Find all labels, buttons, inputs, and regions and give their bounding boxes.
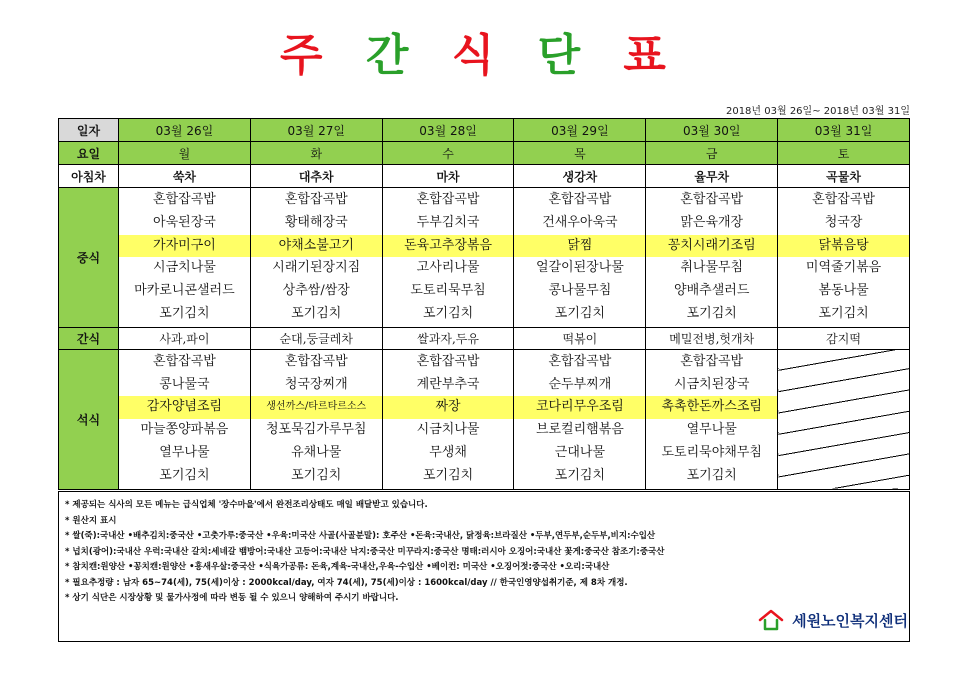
lunch-cell xyxy=(250,188,382,328)
page-title xyxy=(0,28,960,84)
dish: 황태해장국 xyxy=(284,214,348,230)
dish: 열무나물 xyxy=(686,422,737,438)
dish: 아욱된장국 xyxy=(153,214,216,230)
lunch-cell xyxy=(514,188,646,328)
main-dish: 짜장 xyxy=(383,396,514,419)
dish: 봄동나물 xyxy=(818,283,869,299)
dinner-row xyxy=(59,349,910,489)
dish: 혼합잡곡밥 xyxy=(284,353,348,369)
dish: 열무나물 xyxy=(159,444,210,460)
note-line: * 참치캔:원양산 •꽁치캔:원양산 •흥새우살:중국산 •식육가공류: 돈육,계육-국내산,우육-수입산 •베이컨: 미국산 •오징어젓:중국산 •오리:국내산 xyxy=(65,562,610,572)
dish: 브로컬리햄볶음 xyxy=(535,422,624,438)
dinner-cell xyxy=(119,349,251,489)
weekday-cell: 금 xyxy=(646,142,778,165)
dish: 콩나물무침 xyxy=(548,283,612,299)
note-line: * 원산지 표시 xyxy=(65,515,117,526)
date-label: 일자 xyxy=(59,119,119,142)
title-char: 주 xyxy=(280,30,337,81)
dish: 혼합잡곡밥 xyxy=(284,192,348,207)
lunch-cell xyxy=(382,188,514,328)
main-dish: 가자미구이 xyxy=(119,235,250,258)
title-char: 단 xyxy=(537,30,595,81)
lunch-cell xyxy=(646,188,778,328)
tea-cell: 생강차 xyxy=(514,165,646,188)
date-cell: 03월 28일 xyxy=(382,119,514,142)
lunch-row xyxy=(59,188,910,328)
date-row xyxy=(59,119,910,142)
tea-cell: 대추차 xyxy=(250,165,382,188)
dish: 청국장찌개 xyxy=(284,376,348,392)
dish: 상추쌈/쌈장 xyxy=(282,283,350,299)
snack-cell: 쌀과자,두유 xyxy=(382,327,514,349)
dish: 시금치나물 xyxy=(153,260,216,276)
dinner-cell xyxy=(250,349,382,489)
dish: 양배추샐러드 xyxy=(674,283,750,299)
main-dish: 코다리무우조림 xyxy=(514,396,645,419)
dish: 근대나물 xyxy=(554,444,606,460)
note-line: * 제공되는 식사의 모든 메뉴는 급식업체 '장수마을'에서 완전조리상태도 매일 배달받고 있습니다. xyxy=(65,500,428,510)
weekly-menu-table xyxy=(58,118,910,490)
dish: 혼합잡곡밥 xyxy=(680,353,744,369)
dish: 포기김치 xyxy=(159,305,210,321)
date-cell: 03월 30일 xyxy=(646,119,778,142)
dish: 도토리묵무침 xyxy=(410,283,486,299)
weekday-cell: 월 xyxy=(119,142,251,165)
dish: 포기김치 xyxy=(686,305,737,321)
dish: 얼갈이된장나물 xyxy=(535,260,624,276)
snack-cell: 순대,둥글레차 xyxy=(250,327,382,349)
dish: 시금치나물 xyxy=(416,422,480,438)
title-char: 표 xyxy=(623,30,680,81)
dish: 청국장 xyxy=(824,214,863,230)
dish: 포기김치 xyxy=(422,467,474,483)
weekday-cell: 화 xyxy=(250,142,382,165)
tea-cell: 쑥차 xyxy=(119,165,251,188)
dish: 맑은육개장 xyxy=(680,214,744,230)
dish: 콩나물국 xyxy=(159,376,210,392)
snack-label: 간식 xyxy=(59,327,119,349)
dish: 순두부찌개 xyxy=(548,376,612,392)
tea-row xyxy=(59,165,910,188)
snack-row xyxy=(59,327,910,349)
date-cell: 03월 31일 xyxy=(778,119,910,142)
dish: 취나물무침 xyxy=(680,260,744,276)
dish: 미역줄기볶음 xyxy=(805,260,882,276)
note-line: * 필요추정량 : 남자 65~74(세), 75(세)이상 : 2000kcal/day, 여자 74(세), 75(세)이상 : 1600kcal/day // 한국인영양섭취기준, 제 8차 개정. xyxy=(65,577,628,588)
main-dish: 생선까스/타르타르소스 xyxy=(251,396,382,419)
org-name: 세원노인복지센터 xyxy=(792,611,908,630)
weekday-cell: 목 xyxy=(514,142,646,165)
dish: 두부김치국 xyxy=(416,214,480,230)
dish: 혼합잡곡밥 xyxy=(548,192,612,207)
note-line: * 상기 식단은 시장상황 및 물가사정에 따라 변동 될 수 있으니 양해하여 주시기 바랍니다. xyxy=(65,593,399,603)
snack-cell: 감지떡 xyxy=(778,327,910,349)
title-char: 간 xyxy=(365,30,423,81)
dish: 혼합잡곡밥 xyxy=(416,353,480,369)
org-logo xyxy=(758,608,908,632)
main-dish: 야채소불고기 xyxy=(251,235,382,258)
weekday-cell: 토 xyxy=(778,142,910,165)
main-dish: 닭찜 xyxy=(514,235,645,258)
dish: 포기김치 xyxy=(554,305,606,321)
dish: 고사리나물 xyxy=(416,260,480,276)
dish: 무생채 xyxy=(429,444,467,460)
dish: 건새우아욱국 xyxy=(542,214,618,230)
lunch-cell xyxy=(119,188,251,328)
date-cell: 03월 27일 xyxy=(250,119,382,142)
dish: 혼합잡곡밥 xyxy=(548,353,612,369)
dish: 혼합잡곡밥 xyxy=(680,192,744,207)
lunch-label: 중식 xyxy=(59,188,119,328)
dish: 혼합잡곡밥 xyxy=(153,353,216,369)
tea-cell: 마차 xyxy=(382,165,514,188)
dinner-cell xyxy=(382,349,514,489)
house-logo-icon xyxy=(758,608,784,632)
date-cell: 03월 26일 xyxy=(119,119,251,142)
note-line: * 넙치(광어):국내산 우럭:국내산 갈치:세네갈 뱀방어:국내산 고등어:국내산 낙지:중국산 미꾸라지:중국산 명태:러시아 오징어:국내산 꽃게:중국산 참조기:중국산 xyxy=(65,546,665,557)
weekday-label: 요일 xyxy=(59,142,119,165)
date-range: 2018년 03월 26일~ 2018년 03월 31일 xyxy=(725,106,910,117)
note-line: * 쌀(죽):국내산 •배추김치:중국산 •고춧가루:중국산 •우육:미국산 사골(사골분말): 호주산 •돈육:국내산, 닭정육:브라질산 •두부,연두부,순두부,비지:수입산 xyxy=(65,531,656,541)
dinner-empty-cell xyxy=(778,349,910,489)
dish: 유채나물 xyxy=(291,444,342,460)
dish: 혼합잡곡밥 xyxy=(153,192,216,207)
dish: 마카로니콘샐러드 xyxy=(134,283,235,299)
dish: 청포묵김가루무침 xyxy=(266,422,367,438)
weekday-cell: 수 xyxy=(382,142,514,165)
dish: 포기김치 xyxy=(422,305,474,321)
dish: 도토리묵야채무침 xyxy=(661,444,762,460)
dish: 시금치된장국 xyxy=(674,376,750,392)
dinner-cell xyxy=(514,349,646,489)
dish: 혼합잡곡밥 xyxy=(812,192,875,207)
dish: 포기김치 xyxy=(291,305,342,321)
date-cell: 03월 29일 xyxy=(514,119,646,142)
dinner-label: 석식 xyxy=(59,349,119,489)
tea-cell: 율무차 xyxy=(646,165,778,188)
tea-label: 아침차 xyxy=(59,165,119,188)
main-dish: 감자양념조림 xyxy=(119,396,250,419)
dinner-cell xyxy=(646,349,778,489)
main-dish: 촉촉한돈까스조림 xyxy=(646,396,777,419)
tea-cell: 곡물차 xyxy=(778,165,910,188)
weekday-row xyxy=(59,142,910,165)
dish: 포기김치 xyxy=(159,467,210,483)
dish: 계란부추국 xyxy=(416,376,480,392)
main-dish: 돈육고추장볶음 xyxy=(383,235,514,258)
dish: 시래기된장지짐 xyxy=(272,260,361,276)
title-char: 식 xyxy=(451,30,509,81)
dish: 혼합잡곡밥 xyxy=(416,192,480,207)
dish: 포기김치 xyxy=(291,467,342,483)
dish: 포기김치 xyxy=(554,467,606,483)
main-dish: 닭볶음탕 xyxy=(778,235,909,258)
snack-cell: 떡볶이 xyxy=(514,327,646,349)
snack-cell: 메밀전병,헛개차 xyxy=(646,327,778,349)
main-dish: 꽁치시래기조림 xyxy=(646,235,777,258)
dish: 포기김치 xyxy=(686,467,737,483)
snack-cell: 사과,파이 xyxy=(119,327,251,349)
dish: 마늘쫑양파볶음 xyxy=(140,422,229,438)
lunch-cell xyxy=(778,188,910,328)
dish: 포기김치 xyxy=(818,305,869,321)
